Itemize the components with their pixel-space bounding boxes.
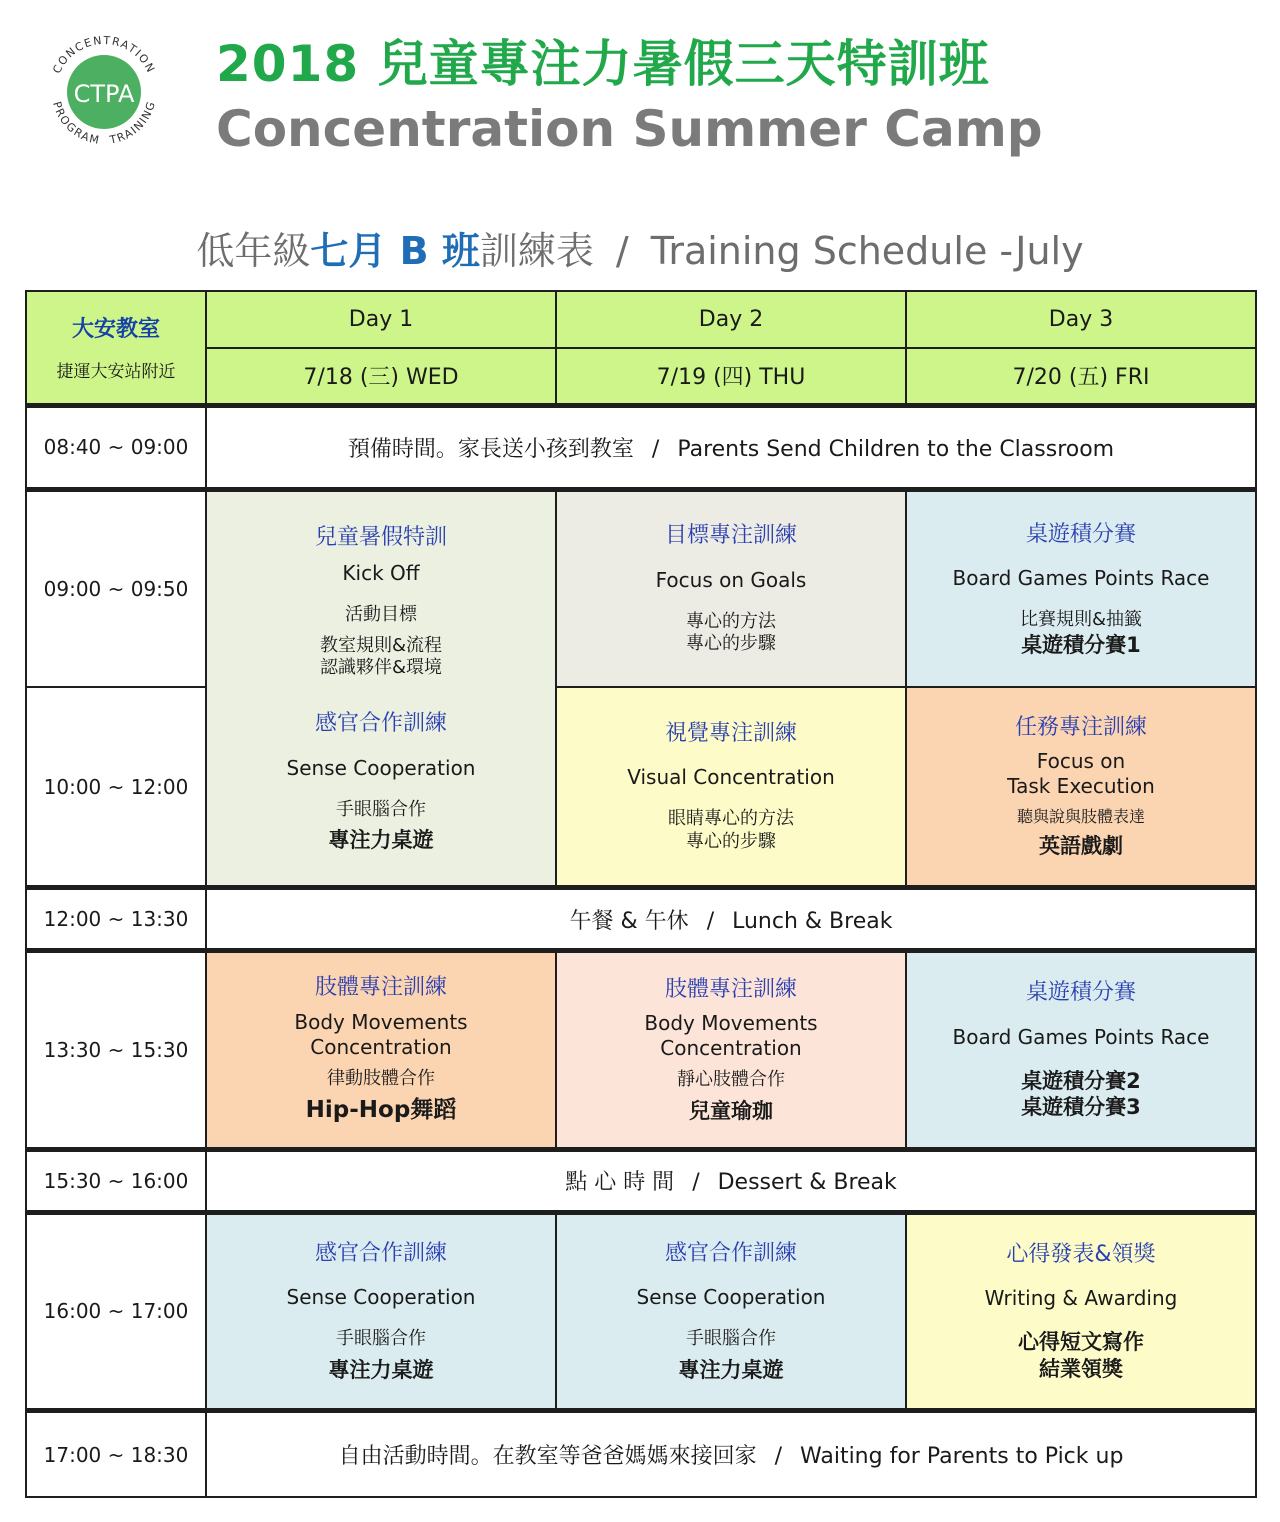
page-title-chinese: 2018 兒童專注力暑假三天特訓班 bbox=[216, 35, 990, 93]
activity-highlight: 桌遊積分賽2 bbox=[1021, 1068, 1141, 1093]
activity-english: Task Execution bbox=[1007, 774, 1155, 799]
activity-english: Kick Off bbox=[342, 561, 420, 586]
activity-cell bbox=[206, 951, 556, 1149]
full-width-activity bbox=[206, 1149, 1256, 1212]
activity-title: 桌遊積分賽 bbox=[1025, 521, 1136, 547]
activity-highlight: 英語戲劇 bbox=[1039, 834, 1123, 859]
activity-detail: 專心的步驟 bbox=[686, 830, 776, 852]
day1-date: 7/18 (三) WED bbox=[206, 348, 556, 405]
full-width-activity bbox=[206, 405, 1256, 489]
activity-cell bbox=[906, 687, 1256, 887]
activity-title: 感官合作訓練 bbox=[664, 1240, 797, 1266]
time-slot: 09:00 ~ 09:50 bbox=[26, 489, 206, 687]
activity-highlight: 桌遊積分賽3 bbox=[1021, 1095, 1141, 1120]
activity-separator: / bbox=[651, 436, 660, 462]
ctpa-logo bbox=[36, 24, 172, 160]
activity-highlight: 心得短文寫作 bbox=[1018, 1330, 1144, 1355]
time-slot: 10:00 ~ 12:00 bbox=[26, 687, 206, 887]
table-row bbox=[26, 1149, 1256, 1212]
activity-title: 肢體專注訓練 bbox=[314, 975, 447, 1001]
activity-english: Concentration bbox=[310, 1034, 452, 1059]
activity-cn: 午餐 & 午休 bbox=[569, 908, 689, 934]
time-slot: 08:40 ~ 09:00 bbox=[26, 405, 206, 489]
activity-english: Board Games Points Race bbox=[952, 566, 1210, 591]
page-title-english: Concentration Summer Camp bbox=[216, 100, 1043, 158]
activity-cn: 預備時間。家長送小孩到教室 bbox=[347, 436, 634, 462]
activity-english: Focus on Goals bbox=[655, 567, 807, 592]
subtitle-class-highlight: 七月 B 班 bbox=[310, 229, 480, 273]
table-row bbox=[26, 405, 1256, 489]
activity-detail: 活動目標 bbox=[344, 604, 417, 626]
activity-cell bbox=[206, 489, 556, 887]
activity-en: Parents Send Children to the Classroom bbox=[677, 436, 1115, 462]
activity-english: Body Movements bbox=[294, 1009, 468, 1034]
full-width-activity bbox=[206, 1411, 1256, 1497]
activity-english: Visual Concentration bbox=[627, 765, 835, 790]
activity-cell bbox=[556, 1212, 906, 1410]
activity-cn: 自由活動時間。在教室等爸爸媽媽來接回家 bbox=[338, 1444, 757, 1470]
day2-date: 7/19 (四) THU bbox=[556, 348, 906, 405]
activity-highlight: Hip-Hop舞蹈 bbox=[305, 1097, 457, 1124]
activity-highlight: 專注力桌遊 bbox=[328, 828, 434, 853]
room-note: 捷運大安站附近 bbox=[56, 362, 176, 383]
activity-title: 目標專注訓練 bbox=[664, 523, 797, 549]
logo-ring-left: PROGRAM bbox=[50, 100, 102, 148]
activity-title: 心得發表&領獎 bbox=[1006, 1241, 1156, 1267]
subtitle-separator: / bbox=[615, 229, 629, 273]
schedule-table bbox=[25, 290, 1257, 1498]
activity-english: Sense Cooperation bbox=[636, 1285, 826, 1310]
activity-detail: 認識夥伴&環境 bbox=[319, 657, 443, 679]
activity-detail: 比賽規則&抽籤 bbox=[1019, 609, 1143, 631]
logo-ring-right: TRAINING bbox=[108, 99, 159, 147]
day3-date: 7/20 (五) FRI bbox=[906, 348, 1256, 405]
activity-english: Focus on bbox=[1036, 749, 1126, 774]
time-slot: 12:00 ~ 13:30 bbox=[26, 887, 206, 950]
subtitle-suffix: 訓練表 bbox=[479, 229, 594, 273]
activity-english: Sense Cooperation bbox=[286, 755, 476, 780]
time-slot: 15:30 ~ 16:00 bbox=[26, 1149, 206, 1212]
activity-cell bbox=[906, 951, 1256, 1149]
activity-title: 桌遊積分賽 bbox=[1025, 980, 1136, 1006]
activity-detail: 手眼腦合作 bbox=[686, 1328, 776, 1350]
time-slot: 13:30 ~ 15:30 bbox=[26, 951, 206, 1149]
activity-detail: 聽與說與肢體表達 bbox=[1016, 807, 1145, 827]
activity-title: 視覺專注訓練 bbox=[664, 720, 797, 746]
activity-separator: / bbox=[774, 1444, 782, 1470]
day1-header: Day 1 bbox=[206, 291, 556, 348]
full-width-activity bbox=[206, 887, 1256, 950]
time-slot: 17:00 ~ 18:30 bbox=[26, 1411, 206, 1497]
activity-separator: / bbox=[706, 908, 715, 934]
table-row bbox=[26, 1212, 1256, 1410]
activity-highlight: 專注力桌遊 bbox=[678, 1357, 784, 1382]
activity-en: Lunch & Break bbox=[732, 908, 893, 934]
activity-cell bbox=[906, 489, 1256, 687]
activity-title: 感官合作訓練 bbox=[314, 711, 447, 737]
logo-ring-top: CONCENTRATION bbox=[50, 33, 158, 76]
activity-cell bbox=[906, 1212, 1256, 1410]
activity-cell bbox=[206, 1212, 556, 1410]
activity-detail: 手眼腦合作 bbox=[335, 798, 426, 820]
activity-detail: 眼睛專心的方法 bbox=[668, 808, 794, 830]
activity-english: Writing & Awarding bbox=[984, 1286, 1178, 1311]
room-name: 大安教室 bbox=[71, 317, 160, 343]
schedule-subtitle bbox=[0, 220, 1280, 275]
subtitle-prefix: 低年級 bbox=[196, 229, 311, 273]
activity-detail: 專心的方法 bbox=[686, 610, 776, 632]
day3-header: Day 3 bbox=[906, 291, 1256, 348]
logo-center-text: CTPA bbox=[73, 80, 135, 108]
activity-en: Waiting for Parents to Pick up bbox=[800, 1444, 1124, 1470]
activity-highlight: 結業領獎 bbox=[1039, 1356, 1123, 1381]
activity-cell bbox=[556, 687, 906, 887]
activity-english: Sense Cooperation bbox=[286, 1285, 476, 1310]
activity-highlight: 桌遊積分賽1 bbox=[1021, 632, 1141, 657]
table-row bbox=[26, 951, 1256, 1149]
activity-detail: 教室規則&流程 bbox=[319, 634, 443, 656]
room-header bbox=[26, 291, 206, 405]
activity-detail: 律動肢體合作 bbox=[327, 1067, 435, 1089]
activity-title: 感官合作訓練 bbox=[314, 1240, 447, 1266]
day2-header: Day 2 bbox=[556, 291, 906, 348]
activity-title: 肢體專注訓練 bbox=[664, 976, 797, 1002]
subtitle-english: Training Schedule -July bbox=[650, 229, 1084, 273]
time-slot: 16:00 ~ 17:00 bbox=[26, 1212, 206, 1410]
activity-detail: 專心的步驟 bbox=[686, 633, 776, 655]
activity-english: Board Games Points Race bbox=[952, 1024, 1210, 1049]
activity-highlight: 兒童瑜珈 bbox=[689, 1098, 773, 1123]
table-row bbox=[26, 1411, 1256, 1497]
activity-cell bbox=[556, 951, 906, 1149]
activity-separator: / bbox=[692, 1170, 700, 1196]
activity-english: Body Movements bbox=[644, 1011, 818, 1036]
table-row bbox=[26, 887, 1256, 950]
table-row bbox=[26, 489, 1256, 687]
activity-en: Dessert & Break bbox=[717, 1170, 897, 1196]
activity-cell bbox=[556, 489, 906, 687]
activity-cn: 點 心 時 間 bbox=[565, 1170, 675, 1196]
activity-title: 兒童暑假特訓 bbox=[314, 524, 447, 550]
activity-title: 任務專注訓練 bbox=[1014, 714, 1147, 740]
activity-detail: 手眼腦合作 bbox=[336, 1328, 426, 1350]
activity-english: Concentration bbox=[660, 1036, 802, 1061]
activity-detail: 靜心肢體合作 bbox=[677, 1069, 785, 1091]
activity-highlight: 專注力桌遊 bbox=[328, 1357, 434, 1382]
